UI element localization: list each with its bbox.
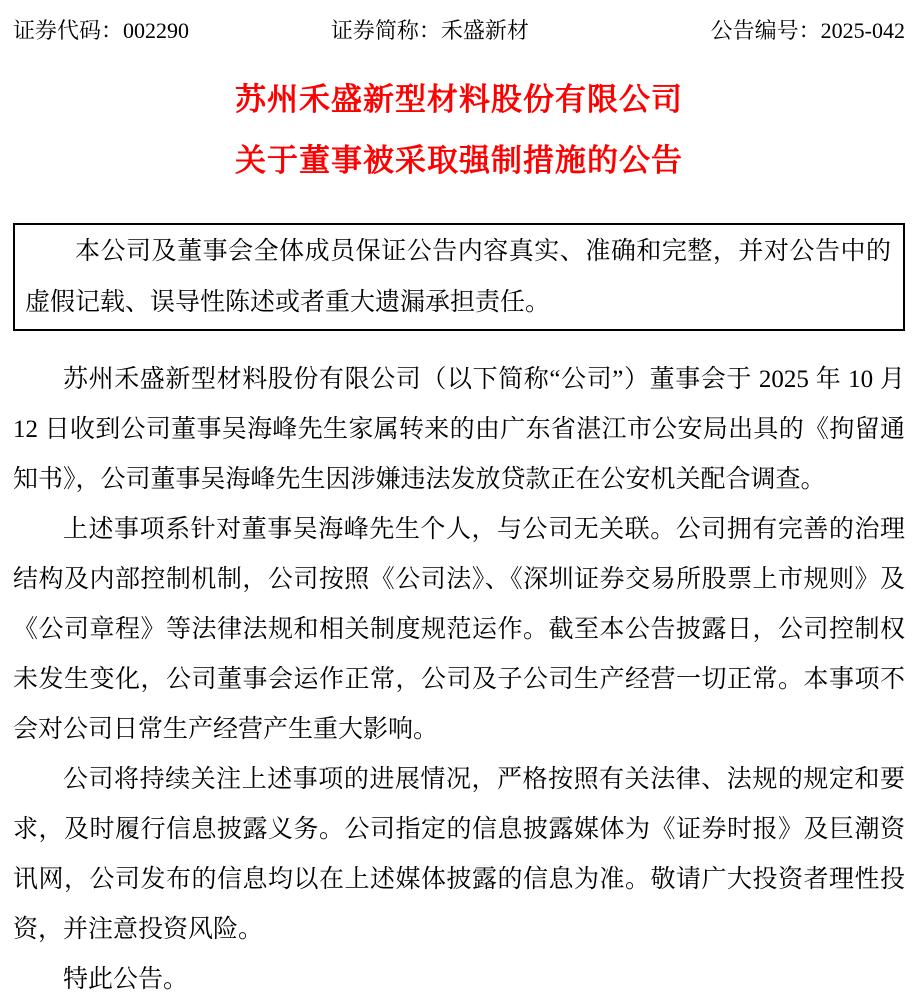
- disclaimer-box: [13, 223, 905, 331]
- document-header: [13, 0, 905, 45]
- document-body: [13, 355, 905, 1005]
- body-paragraph-1: 苏州禾盛新型材料股份有限公司（以下简称“公司”）董事会于 2025 年 10 月 12 日收到公司董事吴海峰先生家属转来的由广东省湛江市公安局出具的《拘留通知书》，公司董事吴海峰先生因涉嫌违法发放贷款正在公安机关配合调查。: [13, 366, 905, 493]
- closing-statement: 特此公告。: [63, 966, 189, 993]
- announcement-subject-title: 关于董事被采取强制措施的公告: [235, 143, 683, 178]
- disclaimer-text: 本公司及董事会全体成员保证公告内容真实、准确和完整，并对公告中的虚假记载、误导性陈述或者重大遗漏承担责任。: [25, 238, 891, 316]
- stock-short-name: 证券简称：禾盛新材: [330, 18, 529, 43]
- announcement-number: 公告编号：2025-042: [710, 18, 905, 43]
- body-paragraph-3: 公司将持续关注上述事项的进展情况，严格按照有关法律、法规的规定和要求，及时履行信息披露义务。公司指定的信息披露媒体为《证券时报》及巨潮资讯网，公司发布的信息均以在上述媒体披露的信息为准。敬请广大投资者理性投资，并注意投资风险。: [13, 766, 905, 943]
- body-paragraph-2: 上述事项系针对董事吴海峰先生个人，与公司无关联。公司拥有完善的治理结构及内部控制机制，公司按照《公司法》、《深圳证券交易所股票上市规则》及《公司章程》等法律法规和相关制度规范运作。截至本公告披露日，公司控制权未发生变化，公司董事会运作正常，公司及子公司生产经营一切正常。本事项不会对公司日常生产经营产生重大影响。: [13, 516, 905, 743]
- stock-code: 证券代码：002290: [13, 18, 190, 43]
- company-name-title: 苏州禾盛新型材料股份有限公司: [235, 82, 683, 117]
